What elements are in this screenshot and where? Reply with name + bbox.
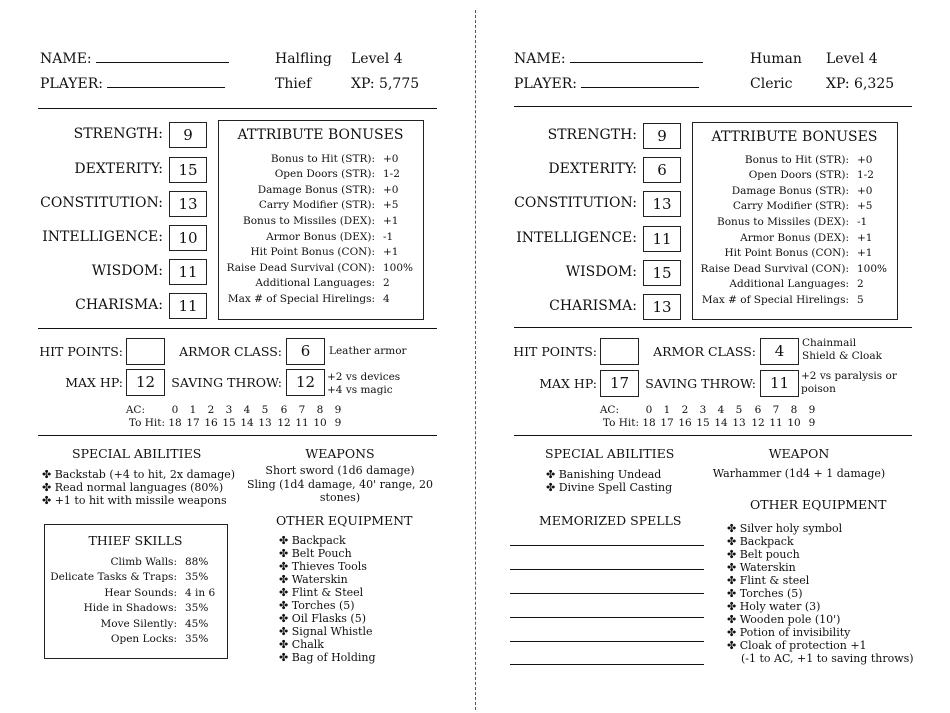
equipment-item: ✤ Belt pouch xyxy=(727,548,800,561)
intelligence-value[interactable]: 11 xyxy=(643,226,681,252)
missiles-label: Bonus to Missiles (DEX): xyxy=(243,215,375,227)
to-hit-value: 12 xyxy=(277,417,291,429)
equipment-item: ✤ Wooden pole (10') xyxy=(727,613,841,626)
character-sheet-cleric xyxy=(474,0,949,713)
saving-throw-label: SAVING THROW: xyxy=(171,375,282,390)
bullet-icon: ✤ xyxy=(546,481,556,494)
max-hp-value[interactable]: 17 xyxy=(600,370,639,397)
skill-value: 45% xyxy=(185,618,209,630)
spell-line[interactable] xyxy=(510,641,704,642)
to-hit-row-label: To Hit: xyxy=(128,417,165,429)
attribute-bonuses-title: ATTRIBUTE BONUSES xyxy=(237,127,404,143)
divider xyxy=(514,106,912,107)
raise-dead-value: 100% xyxy=(857,263,888,275)
wisdom-label: WISDOM: xyxy=(91,263,163,279)
ac-value: 0 xyxy=(171,404,179,416)
to-hit-value: 12 xyxy=(751,417,765,429)
languages-value: 2 xyxy=(857,278,864,290)
equipment-item: ✤ Potion of invisibility xyxy=(727,626,851,639)
armor-class-label: ARMOR CLASS: xyxy=(653,344,756,359)
equipment-item: ✤ Waterskin xyxy=(727,561,796,574)
bullet-icon: ✤ xyxy=(727,574,737,587)
equipment-item: ✤ Belt Pouch xyxy=(279,547,352,560)
missiles-value: -1 xyxy=(857,216,868,228)
damage-bonus-label: Damage Bonus (STR): xyxy=(257,184,375,196)
bullet-icon: ✤ xyxy=(279,586,289,599)
equipment-item: ✤ Oil Flasks (5) xyxy=(279,612,367,625)
bullet-icon: ✤ xyxy=(727,613,737,626)
skill-name: Hear Sounds: xyxy=(104,587,177,599)
bonus-to-hit-value: +0 xyxy=(857,154,873,166)
hp-bonus-value: +1 xyxy=(857,247,873,259)
bonus-to-hit-label: Bonus to Hit (STR): xyxy=(270,153,375,165)
bullet-icon: ✤ xyxy=(279,599,289,612)
equipment-note: (-1 to AC, +1 to saving throws) xyxy=(741,652,914,665)
attribute-bonuses-box xyxy=(218,120,424,320)
dexterity-value[interactable]: 6 xyxy=(643,157,681,183)
xp: XP: 5,775 xyxy=(351,76,420,92)
player-field[interactable] xyxy=(581,79,699,88)
ac-value: 2 xyxy=(207,404,215,416)
ability-item: ✤ Divine Spell Casting xyxy=(546,481,673,494)
hit-points-field[interactable] xyxy=(126,338,165,365)
skill-value: 35% xyxy=(185,633,209,645)
damage-bonus-value: +0 xyxy=(383,184,399,196)
to-hit-value: 18 xyxy=(642,417,656,429)
carry-modifier-label: Carry Modifier (STR): xyxy=(732,200,849,212)
bullet-icon: ✤ xyxy=(279,573,289,586)
player-field[interactable] xyxy=(107,79,225,88)
intelligence-label: INTELLIGENCE: xyxy=(42,229,163,245)
to-hit-value: 15 xyxy=(696,417,710,429)
equipment-item: ✤ Chalk xyxy=(279,638,324,651)
divider xyxy=(514,327,912,328)
ac-value: 1 xyxy=(663,404,671,416)
open-doors-label: Open Doors (STR): xyxy=(748,169,849,181)
bullet-icon: ✤ xyxy=(279,651,289,664)
armor-description: Leather armor xyxy=(329,345,407,357)
ac-value: 7 xyxy=(772,404,780,416)
bullet-icon: ✤ xyxy=(42,468,52,481)
equipment-item: ✤ Signal Whistle xyxy=(279,625,373,638)
wisdom-value[interactable]: 11 xyxy=(169,259,207,285)
weapon-title: WEAPON xyxy=(768,446,830,461)
attribute-bonuses-title: ATTRIBUTE BONUSES xyxy=(711,129,878,145)
to-hit-value: 13 xyxy=(258,417,272,429)
attribute-bonuses-box xyxy=(692,122,898,320)
player-label: PLAYER: xyxy=(40,76,225,92)
open-doors-label: Open Doors (STR): xyxy=(274,168,375,180)
thief-skills-box xyxy=(44,524,228,659)
armor-bonus-value: -1 xyxy=(383,231,394,243)
weapon-item: Short sword (1d6 damage) xyxy=(265,464,415,477)
skill-name: Climb Walls: xyxy=(110,556,177,568)
to-hit-value: 16 xyxy=(204,417,218,429)
to-hit-value: 9 xyxy=(334,417,342,429)
equipment-item: ✤ Backpack xyxy=(279,534,346,547)
bullet-icon: ✤ xyxy=(727,561,737,574)
equipment-item: ✤ Waterskin xyxy=(279,573,348,586)
wisdom-value[interactable]: 15 xyxy=(643,260,681,286)
to-hit-value: 18 xyxy=(168,417,182,429)
charisma-value[interactable]: 11 xyxy=(169,293,207,319)
constitution-label: CONSTITUTION: xyxy=(40,195,163,211)
damage-bonus-value: +0 xyxy=(857,185,873,197)
hit-points-label: HIT POINTS: xyxy=(513,344,597,359)
thief-skills-title: THIEF SKILLS xyxy=(88,533,183,548)
bonus-to-hit-value: +0 xyxy=(383,153,399,165)
divider xyxy=(38,328,437,329)
armor-bonus-label: Armor Bonus (DEX): xyxy=(740,232,849,244)
missiles-value: +1 xyxy=(383,215,399,227)
constitution-value[interactable]: 13 xyxy=(643,191,681,217)
bullet-icon: ✤ xyxy=(279,625,289,638)
to-hit-value: 14 xyxy=(240,417,254,429)
ac-value: 4 xyxy=(243,404,251,416)
ac-value: 3 xyxy=(225,404,233,416)
to-hit-value: 11 xyxy=(295,417,309,429)
spell-line[interactable] xyxy=(510,664,704,665)
dexterity-label: DEXTERITY: xyxy=(548,161,637,177)
strength-value[interactable]: 9 xyxy=(169,122,207,148)
spell-line[interactable] xyxy=(510,593,704,594)
equipment-item: ✤ Holy water (3) xyxy=(727,600,821,613)
save-note-1: +2 vs paralysis or xyxy=(801,370,897,382)
bullet-icon: ✤ xyxy=(727,587,737,600)
ac-value: 3 xyxy=(699,404,707,416)
raise-dead-value: 100% xyxy=(383,262,414,274)
raise-dead-label: Raise Dead Survival (CON): xyxy=(700,263,849,275)
carry-modifier-value: +5 xyxy=(857,200,873,212)
other-equipment-title: OTHER EQUIPMENT xyxy=(276,513,413,528)
carry-modifier-label: Carry Modifier (STR): xyxy=(258,199,375,211)
skill-value: 4 in 6 xyxy=(185,587,216,599)
bullet-icon: ✤ xyxy=(42,494,52,507)
weapons-title: WEAPONS xyxy=(305,446,375,461)
equipment-item: ✤ Silver holy symbol xyxy=(727,522,843,535)
xp: XP: 6,325 xyxy=(826,76,895,92)
to-hit-value: 14 xyxy=(714,417,728,429)
armor-bonus-label: Armor Bonus (DEX): xyxy=(266,231,375,243)
class: Cleric xyxy=(750,76,793,92)
name-label: NAME: xyxy=(514,51,703,67)
ac-value: 6 xyxy=(754,404,762,416)
race: Halfling xyxy=(275,51,332,67)
player-label: PLAYER: xyxy=(514,76,699,92)
hirelings-label: Max # of Special Hirelings: xyxy=(701,294,849,306)
to-hit-value: 10 xyxy=(787,417,801,429)
carry-modifier-value: +5 xyxy=(383,199,399,211)
bullet-icon: ✤ xyxy=(279,547,289,560)
skill-value: 35% xyxy=(185,602,209,614)
skill-name: Open Locks: xyxy=(110,633,177,645)
ability-item: ✤ Read normal languages (80%) xyxy=(42,481,224,494)
bullet-icon: ✤ xyxy=(727,522,737,535)
bullet-icon: ✤ xyxy=(727,626,737,639)
hirelings-value: 5 xyxy=(857,294,864,306)
armor-class-label: ARMOR CLASS: xyxy=(179,344,282,359)
other-equipment-title: OTHER EQUIPMENT xyxy=(750,497,887,512)
to-hit-value: 9 xyxy=(808,417,816,429)
armor-class-value[interactable]: 6 xyxy=(286,338,325,365)
open-doors-value: 1-2 xyxy=(383,168,400,180)
bullet-icon: ✤ xyxy=(42,481,52,494)
to-hit-value: 17 xyxy=(660,417,674,429)
save-note-2: +4 vs magic xyxy=(327,384,393,396)
ability-item: ✤ Backstab (+4 to hit, 2x damage) xyxy=(42,468,236,481)
charisma-value[interactable]: 13 xyxy=(643,294,681,320)
level: Level 4 xyxy=(826,51,878,67)
dexterity-label: DEXTERITY: xyxy=(74,161,163,177)
wisdom-label: WISDOM: xyxy=(565,264,637,280)
max-hp-label: MAX HP: xyxy=(65,375,123,390)
name-label: NAME: xyxy=(40,51,229,67)
dexterity-value[interactable]: 15 xyxy=(169,157,207,183)
to-hit-value: 11 xyxy=(769,417,783,429)
ac-value: 8 xyxy=(790,404,798,416)
class: Thief xyxy=(275,76,312,92)
constitution-value[interactable]: 13 xyxy=(169,191,207,217)
ac-value: 5 xyxy=(261,404,269,416)
bullet-icon: ✤ xyxy=(279,638,289,651)
max-hp-label: MAX HP: xyxy=(539,376,597,391)
hit-points-field[interactable] xyxy=(600,338,639,365)
to-hit-value: 16 xyxy=(678,417,692,429)
bullet-icon: ✤ xyxy=(727,548,737,561)
to-hit-value: 13 xyxy=(732,417,746,429)
spell-line[interactable] xyxy=(510,569,704,570)
strength-value[interactable]: 9 xyxy=(643,123,681,149)
divider xyxy=(514,435,912,436)
open-doors-value: 1-2 xyxy=(857,169,874,181)
intelligence-value[interactable]: 10 xyxy=(169,225,207,251)
charisma-label: CHARISMA: xyxy=(75,297,163,313)
raise-dead-label: Raise Dead Survival (CON): xyxy=(226,262,375,274)
hirelings-label: Max # of Special Hirelings: xyxy=(227,293,375,305)
weapon-item: Warhammer (1d4 + 1 damage) xyxy=(712,467,886,480)
ac-row-label: AC: xyxy=(599,404,619,416)
constitution-label: CONSTITUTION: xyxy=(514,195,637,211)
save-note-1: +2 vs devices xyxy=(327,371,401,383)
special-abilities-title: SPECIAL ABILITIES xyxy=(545,446,675,461)
ac-value: 6 xyxy=(280,404,288,416)
special-abilities-title: SPECIAL ABILITIES xyxy=(72,446,202,461)
equipment-item: ✤ Torches (5) xyxy=(279,599,355,612)
armor-description-2: Shield & Cloak xyxy=(802,350,882,362)
ability-item: ✤ Banishing Undead xyxy=(546,468,662,481)
ac-value: 9 xyxy=(808,404,816,416)
damage-bonus-label: Damage Bonus (STR): xyxy=(731,185,849,197)
weapon-item: Sling (1d4 damage, 40' range, 20 xyxy=(246,478,434,491)
to-hit-value: 17 xyxy=(186,417,200,429)
equipment-item: ✤ Backpack xyxy=(727,535,794,548)
bonus-to-hit-label: Bonus to Hit (STR): xyxy=(744,154,849,166)
memorized-spells-title: MEMORIZED SPELLS xyxy=(539,513,682,528)
saving-throw-value[interactable]: 11 xyxy=(760,370,799,397)
level: Level 4 xyxy=(351,51,403,67)
spell-line[interactable] xyxy=(510,545,704,546)
equipment-item: ✤ Torches (5) xyxy=(727,587,803,600)
divider xyxy=(38,435,437,436)
ac-row-label: AC: xyxy=(125,404,145,416)
equipment-item: ✤ Bag of Holding xyxy=(279,651,376,664)
strength-label: STRENGTH: xyxy=(547,127,637,143)
languages-label: Additional Languages: xyxy=(255,277,375,289)
saving-throw-value[interactable]: 12 xyxy=(286,369,325,396)
ac-value: 4 xyxy=(717,404,725,416)
name-field[interactable] xyxy=(96,54,229,63)
intelligence-label: INTELLIGENCE: xyxy=(516,230,637,246)
hirelings-value: 4 xyxy=(383,293,390,305)
equipment-item: ✤ Cloak of protection +1 xyxy=(727,639,867,652)
ac-value: 9 xyxy=(334,404,342,416)
languages-value: 2 xyxy=(383,277,390,289)
to-hit-value: 15 xyxy=(222,417,236,429)
skill-value: 35% xyxy=(185,571,209,583)
ac-value: 1 xyxy=(189,404,197,416)
hp-bonus-label: Hit Point Bonus (CON): xyxy=(250,246,375,258)
bullet-icon: ✤ xyxy=(727,535,737,548)
armor-class-value[interactable]: 4 xyxy=(760,338,799,365)
bullet-icon: ✤ xyxy=(546,468,556,481)
armor-description-1: Chainmail xyxy=(802,337,857,349)
divider xyxy=(38,108,437,109)
max-hp-value[interactable]: 12 xyxy=(126,369,165,396)
ac-value: 5 xyxy=(735,404,743,416)
ac-value: 8 xyxy=(316,404,324,416)
hp-bonus-value: +1 xyxy=(383,246,399,258)
bullet-icon: ✤ xyxy=(279,534,289,547)
ac-value: 0 xyxy=(645,404,653,416)
bullet-icon: ✤ xyxy=(727,639,737,652)
weapon-item: stones) xyxy=(319,491,361,504)
save-note-2: poison xyxy=(801,383,836,395)
bullet-icon: ✤ xyxy=(279,612,289,625)
languages-label: Additional Languages: xyxy=(729,278,849,290)
charisma-label: CHARISMA: xyxy=(549,298,637,314)
to-hit-row-label: To Hit: xyxy=(602,417,639,429)
missiles-label: Bonus to Missiles (DEX): xyxy=(717,216,849,228)
skill-name: Hide in Shadows: xyxy=(83,602,177,614)
to-hit-value: 10 xyxy=(313,417,327,429)
skill-value: 88% xyxy=(185,556,209,568)
armor-bonus-value: +1 xyxy=(857,232,873,244)
skill-name: Move Silently: xyxy=(100,618,177,630)
hp-bonus-label: Hit Point Bonus (CON): xyxy=(724,247,849,259)
spell-line[interactable] xyxy=(510,617,704,618)
bullet-icon: ✤ xyxy=(727,600,737,613)
equipment-item: ✤ Flint & steel xyxy=(727,574,810,587)
name-field[interactable] xyxy=(570,54,703,63)
equipment-item: ✤ Flint & Steel xyxy=(279,586,364,599)
ac-value: 7 xyxy=(298,404,306,416)
ac-value: 2 xyxy=(681,404,689,416)
equipment-item: ✤ Thieves Tools xyxy=(279,560,367,573)
saving-throw-label: SAVING THROW: xyxy=(645,376,756,391)
race: Human xyxy=(750,51,802,67)
bullet-icon: ✤ xyxy=(279,560,289,573)
ability-item: ✤ +1 to hit with missile weapons xyxy=(42,494,227,507)
hit-points-label: HIT POINTS: xyxy=(39,344,123,359)
strength-label: STRENGTH: xyxy=(73,126,163,142)
skill-name: Delicate Tasks & Traps: xyxy=(50,571,177,583)
